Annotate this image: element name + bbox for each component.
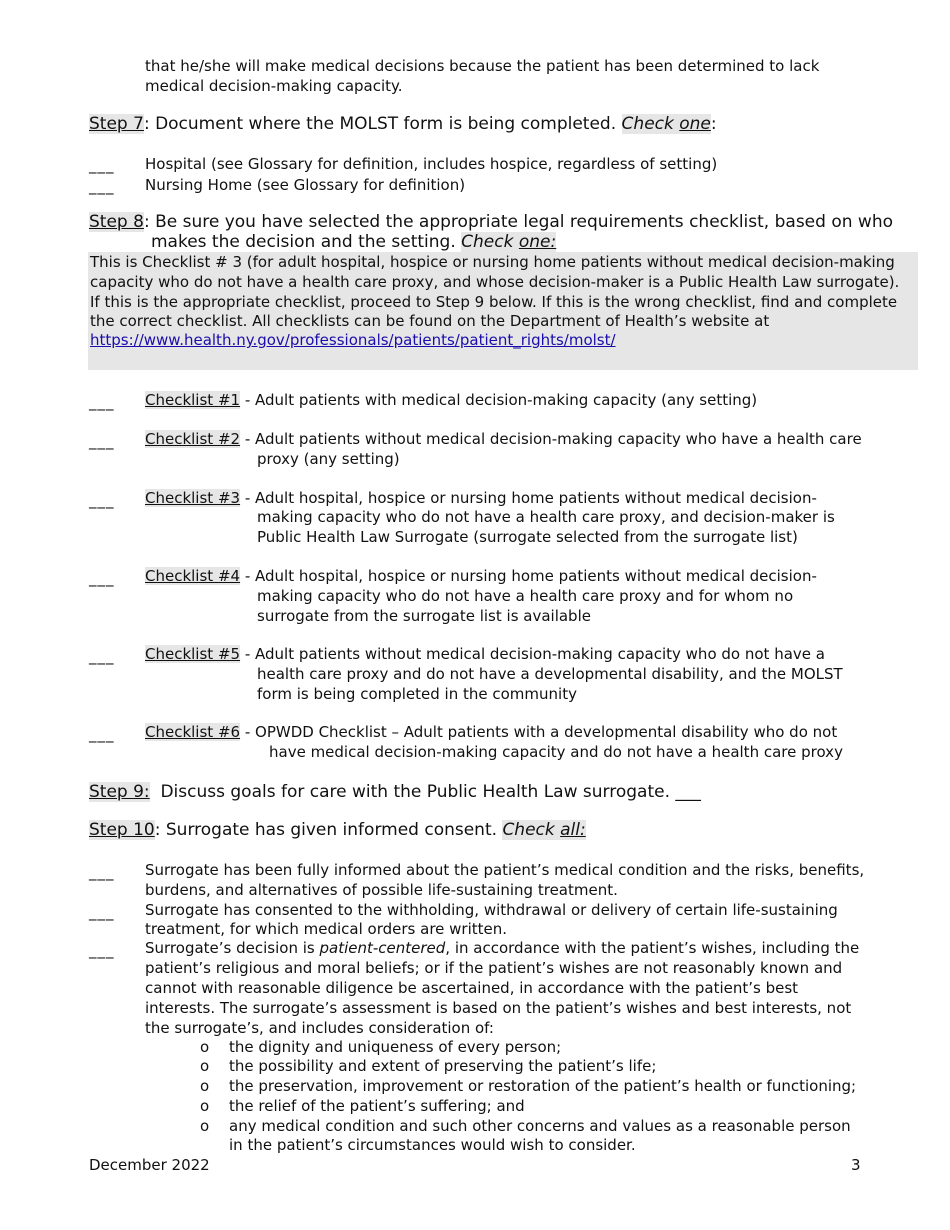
checklist-note-box [88, 252, 918, 370]
step7-text: : Document where the MOLST form is being completed. [143, 114, 617, 134]
step10-item-c-line3: cannot with reasonable diligence be ascertained, in accordance with the patient’s best [145, 979, 799, 997]
bullet-marker: o [200, 1117, 210, 1135]
footer-date: December 2022 [89, 1156, 210, 1174]
step7-option-nursing-home: Nursing Home (see Glossary for definition) [145, 176, 466, 194]
bullet-other-concerns-cont: in the patient’s circumstances would wish to consider. [229, 1136, 636, 1154]
step8-heading-line2: makes the decision and the setting. Check one: [151, 232, 557, 252]
intro-line-1: that he/she will make medical decisions because the patient has been determined to lack [145, 57, 820, 75]
checklist5-name: Checklist #5 [145, 645, 241, 663]
checklist6-item: Checklist #6 - OPWDD Checklist – Adult patients with a developmental disability who do not [145, 723, 838, 741]
checklist6-blank[interactable]: ___ [89, 725, 115, 743]
checklist4-blank[interactable]: ___ [89, 569, 115, 587]
bullet-marker: o [200, 1077, 210, 1095]
bullet-preserving-life: the possibility and extent of preserving the patient’s life; [229, 1057, 657, 1075]
step7-label: Step 7 [89, 114, 144, 134]
intro-line-2: medical decision-making capacity. [145, 77, 403, 95]
page-number: 3 [851, 1156, 861, 1174]
step8-label: Step 8 [89, 212, 144, 232]
step10-item-c-line2: patient’s religious and moral beliefs; or if the patient’s wishes are not reasonably known and [145, 959, 843, 977]
step7-option-hospital: Hospital (see Glossary for definition, includes hospice, regardless of setting) [145, 155, 718, 173]
step10-item-b-line2: treatment, for which medical orders are written. [145, 920, 508, 938]
checklist3-blank[interactable]: ___ [89, 491, 115, 509]
note-link-line [90, 330, 616, 350]
step7-heading: Step 7: Document where the MOLST form is being completed. Check one: [89, 114, 717, 134]
step10-item-b-line1: Surrogate has consented to the withholding, withdrawal or delivery of certain life-sustaining [145, 901, 838, 919]
checklist2-item: Checklist #2 - Adult patients without medical decision-making capacity who have a health care [145, 430, 862, 448]
checklist2-line2: proxy (any setting) [257, 450, 400, 468]
step10-check: Check all: [502, 820, 586, 840]
step10-label: Step 10 [89, 820, 155, 840]
step7-option-1-blank[interactable]: ___ [89, 156, 115, 174]
step10-item-c-blank[interactable]: ___ [89, 941, 115, 959]
checklist2-blank[interactable]: ___ [89, 432, 115, 450]
step10-item-c-line5: the surrogate’s, and includes consideration of: [145, 1019, 494, 1037]
checklist6-line2: have medical decision-making capacity and do not have a health care proxy [269, 743, 843, 761]
step10-item-a-line1: Surrogate has been fully informed about the patient’s medical condition and the risks, benefits, [145, 861, 865, 879]
step9-text: Discuss goals for care with the Public Health Law surrogate. [160, 782, 670, 802]
step10-item-c-line4: interests. The surrogate’s assessment is based on the patient’s wishes and best interests, not [145, 999, 852, 1017]
checklist6-name: Checklist #6 [145, 723, 241, 741]
checklist1-blank[interactable]: ___ [89, 393, 115, 411]
checklist3-line2: making capacity who do not have a health care proxy, and decision-maker is [257, 508, 835, 526]
step10-heading: Step 10: Surrogate has given informed consent. Check all: [89, 820, 586, 840]
bullet-relief-suffering: the relief of the patient’s suffering; and [229, 1097, 525, 1115]
step9-heading [89, 782, 701, 802]
checklist1-name: Checklist #1 [145, 391, 241, 409]
step9-blank[interactable]: ___ [675, 782, 701, 802]
note-line-3: If this is the appropriate checklist, proceed to Step 9 below. If this is the wrong checklist, find and complete [90, 293, 898, 311]
bullet-other-concerns: any medical condition and such other concerns and values as a reasonable person [229, 1117, 851, 1135]
step7-check: Check one [621, 114, 711, 134]
note-line-4: the correct checklist. All checklists can be found on the Department of Health’s website at [90, 312, 770, 330]
bullet-dignity: the dignity and uniqueness of every person; [229, 1038, 562, 1056]
checklist1-item: Checklist #1 - Adult patients with medical decision-making capacity (any setting) [145, 391, 758, 409]
patient-centered-emphasis: patient-centered [319, 939, 446, 957]
molst-website-link[interactable]: https://www.health.ny.gov/professionals/patients/patient_rights/molst/ [90, 331, 616, 349]
bullet-marker: o [200, 1097, 210, 1115]
checklist4-name: Checklist #4 [145, 567, 241, 585]
step10-item-b-blank[interactable]: ___ [89, 903, 115, 921]
checklist3-line3: Public Health Law Surrogate (surrogate selected from the surrogate list) [257, 528, 798, 546]
note-line-1: This is Checklist # 3 (for adult hospital, hospice or nursing home patients without medical decision-making [90, 253, 895, 271]
step8-check: Check one: [461, 232, 557, 252]
step9-label: Step 9: [89, 782, 150, 802]
bullet-marker: o [200, 1057, 210, 1075]
checklist2-name: Checklist #2 [145, 430, 241, 448]
checklist5-item: Checklist #5 - Adult patients without medical decision-making capacity who do not have a [145, 645, 825, 663]
checklist4-line3: surrogate from the surrogate list is available [257, 607, 591, 625]
checklist5-line3: form is being completed in the community [257, 685, 577, 703]
step7-option-2-blank[interactable]: ___ [89, 177, 115, 195]
checklist5-blank[interactable]: ___ [89, 647, 115, 665]
step10-item-c-line1: Surrogate’s decision is patient-centered, in accordance with the patient’s wishes, including the [145, 939, 860, 957]
step8-heading: Step 8: Be sure you have selected the appropriate legal requirements checklist, based on who [89, 212, 893, 232]
checklist5-line2: health care proxy and do not have a developmental disability, and the MOLST [257, 665, 843, 683]
checklist4-line2: making capacity who do not have a health care proxy and for whom no [257, 587, 794, 605]
step10-item-a-blank[interactable]: ___ [89, 863, 115, 881]
checklist3-item: Checklist #3 - Adult hospital, hospice or nursing home patients without medical decision- [145, 489, 817, 507]
checklist4-item: Checklist #4 - Adult hospital, hospice or nursing home patients without medical decision- [145, 567, 817, 585]
bullet-marker: o [200, 1038, 210, 1056]
bullet-health-functioning: the preservation, improvement or restoration of the patient’s health or functioning; [229, 1077, 857, 1095]
checklist3-name: Checklist #3 [145, 489, 241, 507]
step10-item-a-line2: burdens, and alternatives of possible life-sustaining treatment. [145, 881, 618, 899]
note-line-2: capacity who do not have a health care proxy, and whose decision-maker is a Public Health Law surrogate). [90, 273, 900, 291]
